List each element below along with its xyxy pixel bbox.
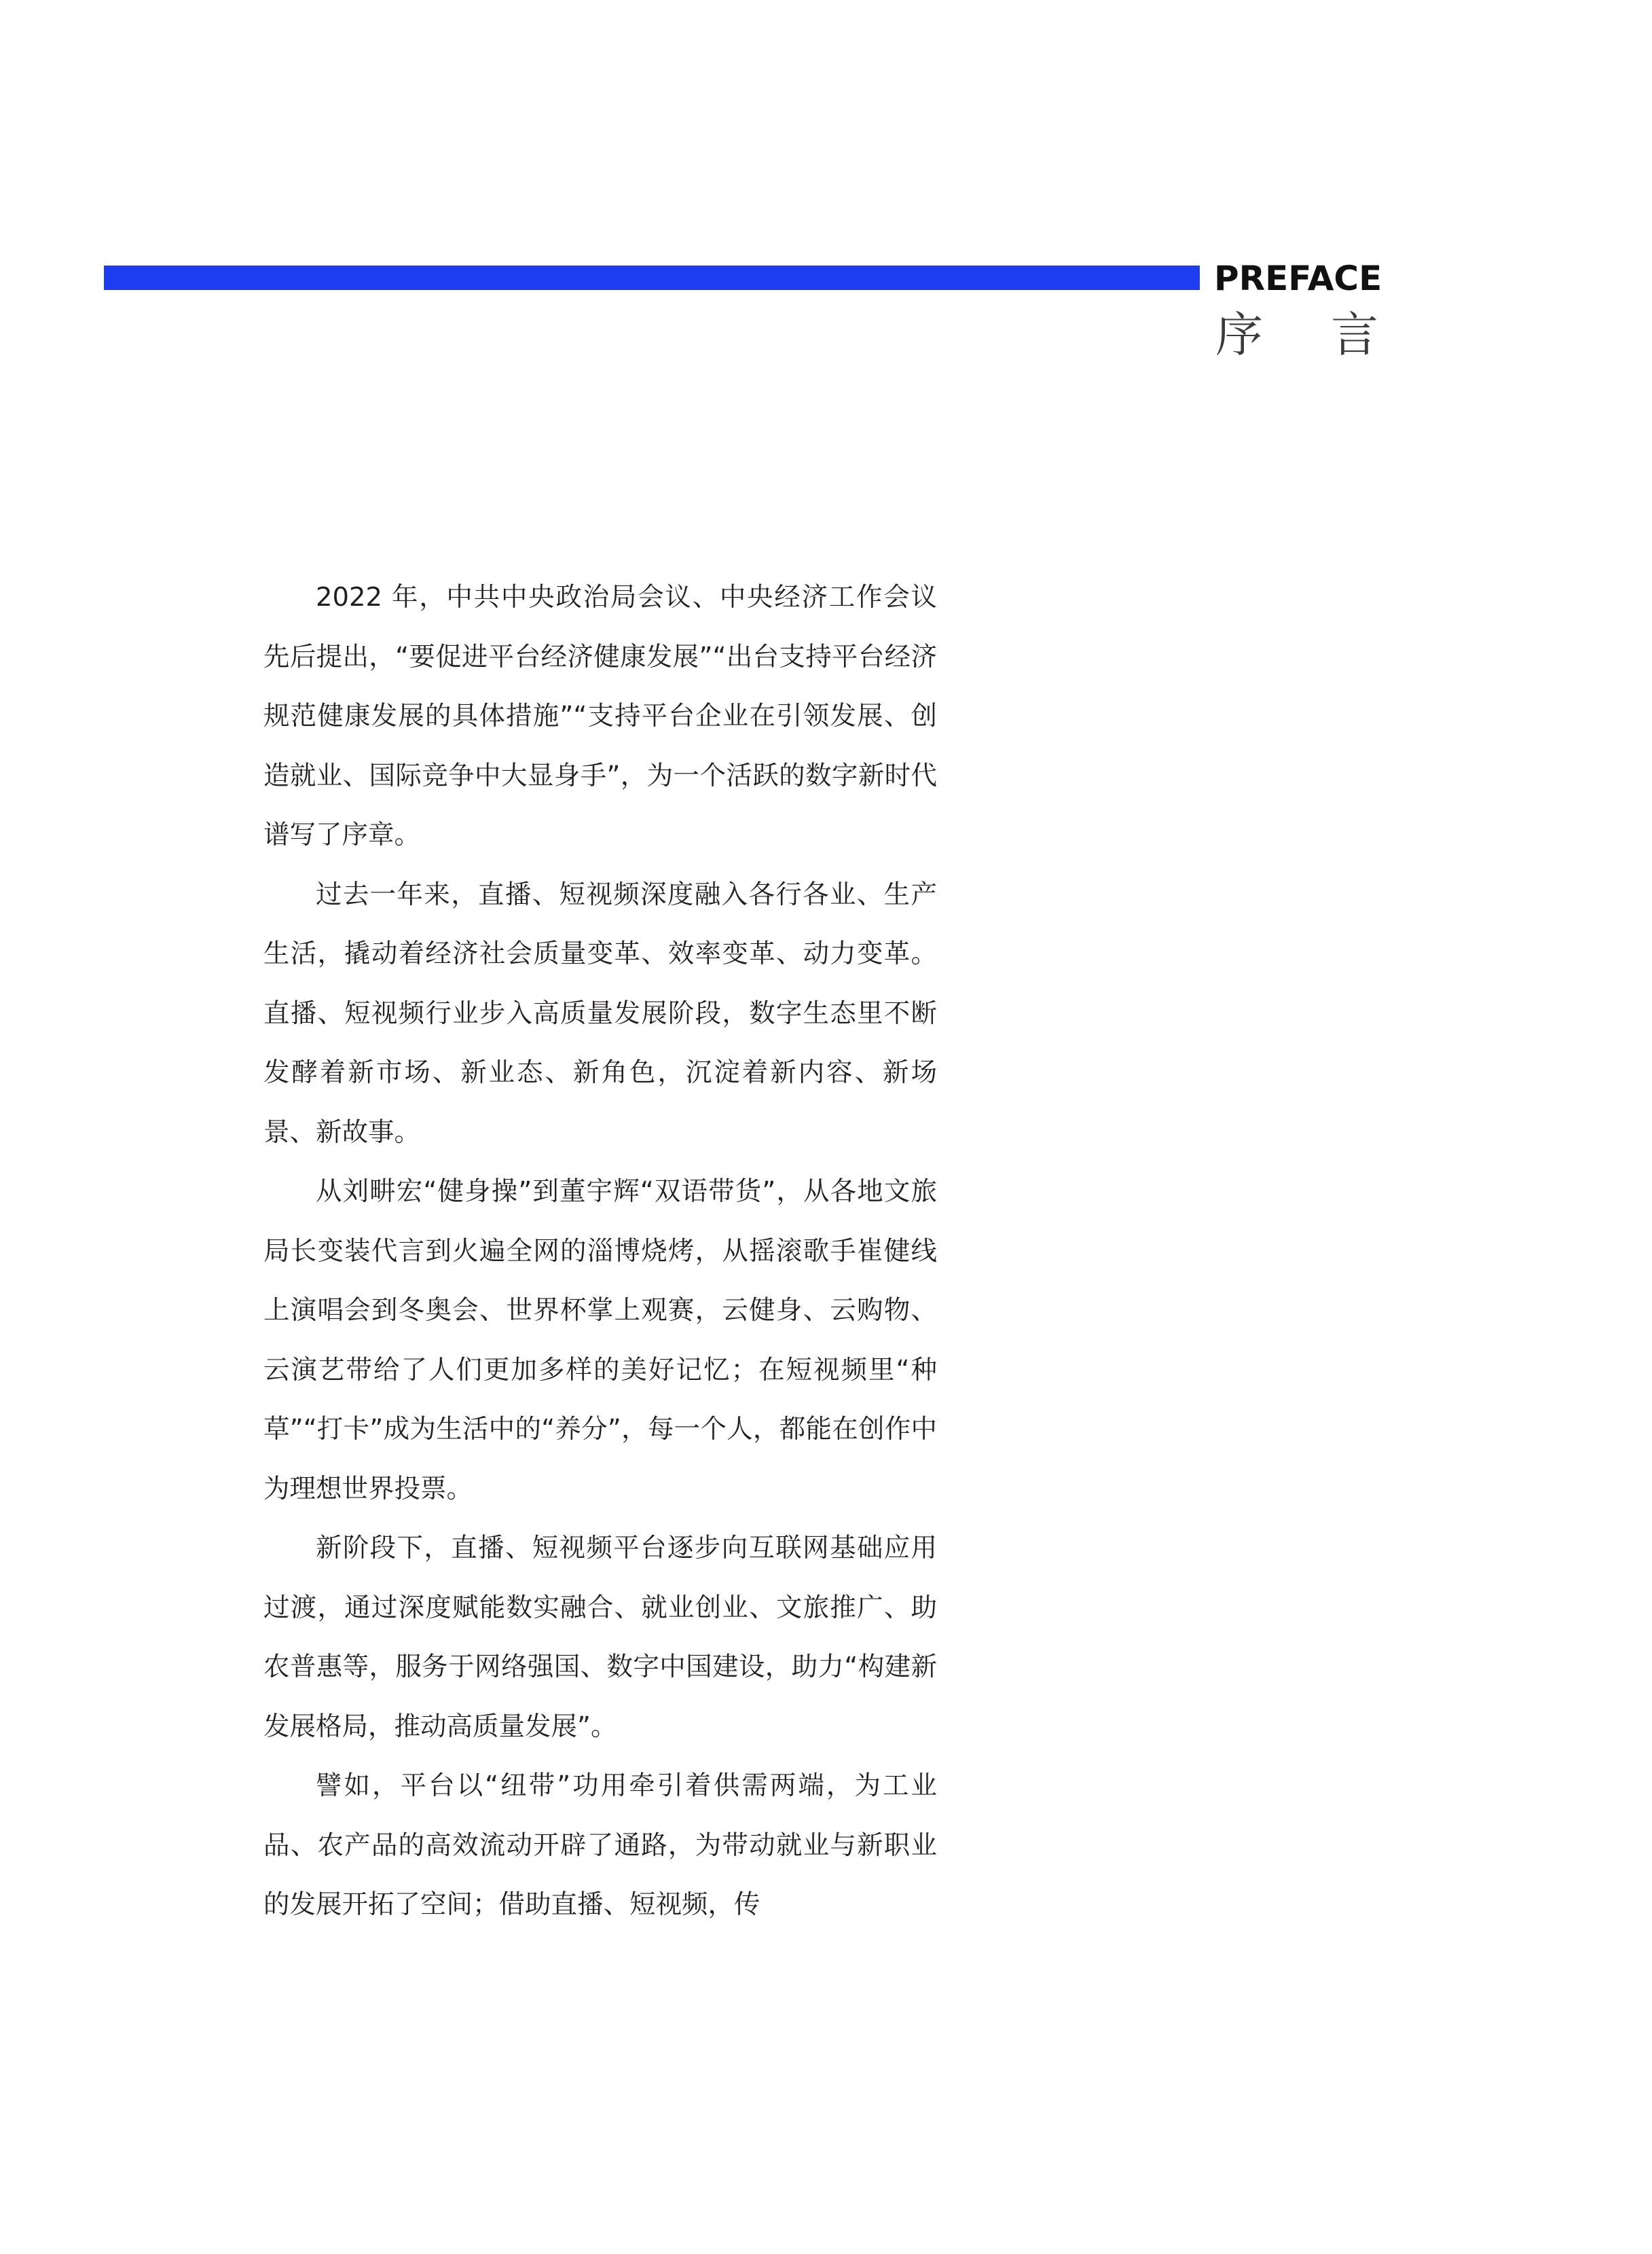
section-title-chinese [1215, 307, 1378, 363]
preface-body [263, 568, 937, 1935]
paragraph-5: 譬如，平台以“纽带”功用牵引着供需两端，为工业品、农产品的高效流动开辟了通路，为带动就业与新职业的发展开拓了空间；借助直播、短视频，传 [263, 1770, 937, 1920]
paragraph-4: 新阶段下，直播、短视频平台逐步向互联网基础应用过渡，通过深度赋能数实融合、就业创业、文旅推广、助农普惠等，服务于网络强国、数字中国建设，助力“构建新发展格局，推动高质量发展”。 [263, 1533, 937, 1742]
section-title-english: PREFACE [1214, 259, 1382, 298]
header-accent-bar [104, 266, 1200, 290]
paragraph-3: 从刘畊宏“健身操”到董宇辉“双语带货”，从各地文旅局长变装代言到火遍全网的淄博烧烤，从摇滚歌手崔健线上演唱会到冬奥会、世界杯掌上观赛，云健身、云购物、云演艺带给了人们更加多样的美好记忆；在短视频里“种草”“打卡”成为生活中的“养分”，每一个人，都能在创作中为理想世界投票。 [263, 1176, 937, 1504]
paragraph-1: 2022 年，中共中央政治局会议、中央经济工作会议先后提出，“要促进平台经济健康发展”“出台支持平台经济规范健康发展的具体措施”“支持平台企业在引领发展、创造就业、国际竞争中大显身手”，为一个活跃的数字新时代谱写了序章。 [263, 582, 937, 850]
section-title-chinese-char-1: 序 [1215, 307, 1263, 363]
paragraph-2: 过去一年来，直播、短视频深度融入各行各业、生产生活，撬动着经济社会质量变革、效率变革、动力变革。直播、短视频行业步入高质量发展阶段，数字生态里不断发酵着新市场、新业态、新角色，沉淀着新内容、新场景、新故事。 [263, 879, 937, 1148]
section-title-chinese-char-2: 言 [1331, 307, 1378, 363]
